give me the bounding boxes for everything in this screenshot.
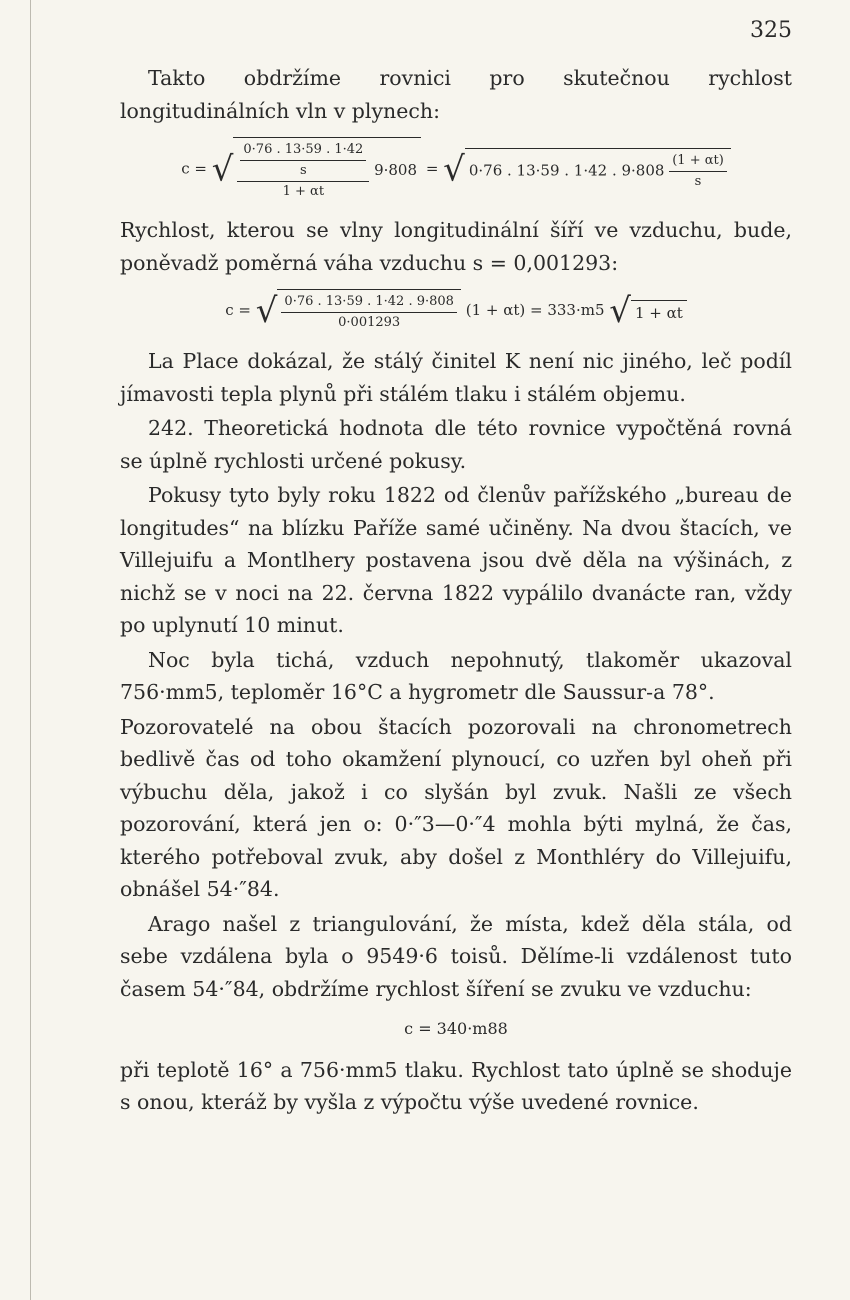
formula-1 xyxy=(120,137,792,202)
formula-3: c = 340·m88 xyxy=(404,1019,508,1038)
formula-2-denominator: 0·001293 xyxy=(338,315,401,330)
formula-2-radicand xyxy=(277,289,461,333)
paragraph-8: Arago našel z triangulování, že místa, kdež děla stála, od sebe vzdálena byla o 9549·6 toisů. Dělíme-li vzdálenost tuto časem 54·″84, obdržíme rychlost šíření se zvuku ve vzduchu: xyxy=(120,911,792,1001)
paragraph-2: Rychlost, kterou se vlny longitudinální šíří ve vzduchu, bude, poněvadž poměrná váha vzduchu s = 0,001293: xyxy=(120,218,792,275)
formula-1-inner-numerator: 0·76 . 13·59 . 1·42 xyxy=(240,140,366,161)
paragraph-4: 242. Theoretická hodnota dle této rovnice vypočtěná rovná se úplně rychlosti určené pokusy. xyxy=(120,416,792,473)
formula-1-rhs-denominator: s xyxy=(694,173,702,189)
formula-1-outer-numerator xyxy=(237,140,369,182)
sqrt-icon: √ xyxy=(211,149,234,190)
formula-2-factor: (1 + αt) = 333·m5 xyxy=(465,301,605,319)
formula-2-lhs: c = xyxy=(225,301,251,319)
formula-1-outer-denominator: 1 + αt xyxy=(282,184,325,199)
formula-1-outer-fraction xyxy=(237,140,369,202)
paragraph-1: Takto obdržíme rovnici pro skutečnou rychlost longitudinálních vln v plynech: xyxy=(120,66,792,123)
page-number: 325 xyxy=(750,18,792,43)
formula-1-equals: = xyxy=(425,159,439,178)
paragraph-9: při teplotě 16° a 756·mm5 tlaku. Rychlost tato úplně se shoduje s onou, kteráž by vyšla z výpočtu výše uvedené rovnice. xyxy=(120,1057,792,1114)
formula-1-rhs-numerator: (1 + αt) xyxy=(669,151,727,172)
sqrt-icon: √ xyxy=(443,149,465,190)
formula-2-rhs-radicand: 1 + αt xyxy=(631,300,687,323)
formula-1-factor: 9·808 xyxy=(374,161,418,179)
formula-1-inner-denominator: s xyxy=(300,163,307,178)
sqrt-icon: √ xyxy=(255,291,278,331)
paragraph-6: Noc byla tichá, vzduch nepohnutý, tlakoměr ukazoval 756·mm5, teploměr 16°C a hygrometr dle Saussur-a 78°. xyxy=(120,647,792,704)
paragraph-3: La Place dokázal, že stálý činitel K není nic jiného, leč podíl jímavosti tepla plynů při stálém tlaku i stálém objemu. xyxy=(120,349,792,406)
paragraph-5: Pokusy tyto byly roku 1822 od členův pařížského „bureau de longitudes“ na blízku Paříže samé učiněny. Na dvou štacích, ve Villejuifu a Montlhery postavena jsou dvě děla na výšinách, z nichž se v noci na 22. června 1822 vypálilo dvanácte ran, vždy po uplynutí 10 minut. xyxy=(120,483,792,637)
formula-1-rhs-radicand xyxy=(465,148,731,192)
formula-1-radicand xyxy=(233,137,421,202)
page-text xyxy=(120,62,792,1121)
formula-1-rhs-product: 0·76 . 13·59 . 1·42 . 9·808 xyxy=(468,161,665,179)
sqrt-icon: √ xyxy=(609,291,631,331)
page-edge-line xyxy=(30,0,31,1300)
paragraph-7: Pozorovatelé na obou štacích pozorovali na chronometrech bedlivě čas od toho okamžení plynoucí, co uzřen byl oheň při výbuchu děla, jakož i co slyšán byl zvuk. Našli ze všech pozorování, která jen o: 0·″3—0·″4 mohla býti mylná, že čas, kterého potřeboval zvuk, aby došel z Monthléry do Villejuifu, obnášel 54·″84. xyxy=(120,714,792,901)
formula-1-inner-fraction xyxy=(240,140,366,181)
formula-1-rhs-fraction xyxy=(669,151,727,192)
formula-2-fraction xyxy=(281,292,457,333)
formula-2-numerator: 0·76 . 13·59 . 1·42 . 9·808 xyxy=(281,292,457,313)
formula-2 xyxy=(120,289,792,333)
formula-1-lhs: c = xyxy=(181,159,207,178)
